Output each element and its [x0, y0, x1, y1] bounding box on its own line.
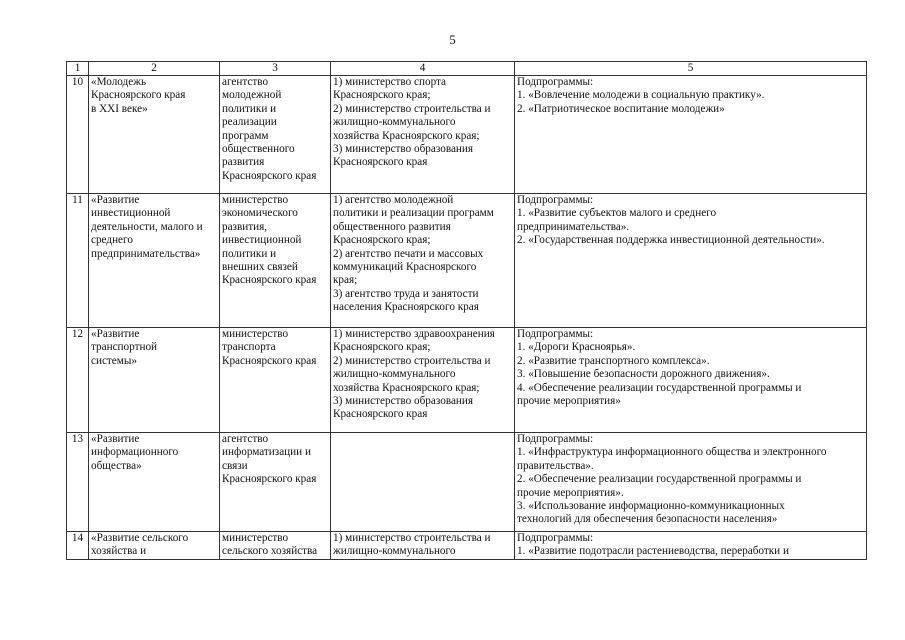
- column-header-1: 1: [67, 62, 89, 76]
- cell-text-line: 2. «Патриотическое воспитание молодежи»: [517, 102, 725, 115]
- cell-text-line: Подпрограммы:: [517, 532, 594, 544]
- cell-text-line: Красноярского края;: [333, 234, 431, 247]
- cell-text-line: развития,: [222, 220, 268, 233]
- row-number: 10: [67, 76, 89, 194]
- row-number: 11: [67, 194, 89, 328]
- cell-text-line: «Развитие: [91, 194, 140, 206]
- cell-text-line: 2. «Государственная поддержка инвестиционной деятельности».: [517, 234, 825, 247]
- cell-text-line: жилищно-коммунального: [333, 116, 456, 129]
- subprograms-cell: [515, 433, 867, 532]
- table-row: [67, 433, 867, 532]
- cell-text-line: Красноярского края: [222, 274, 317, 287]
- cell-text-line: 1. «Вовлечение молодежи в социальную практику».: [517, 89, 765, 102]
- cell-text-line: внешних связей: [222, 261, 298, 274]
- agency-cell: [220, 194, 331, 328]
- cell-text-line: Подпрограммы:: [517, 194, 594, 206]
- cell-text-line: «Молодежь: [91, 76, 147, 88]
- cell-text-line: Подпрограммы:: [517, 76, 594, 88]
- cell-text-line: коммуникаций Красноярского: [333, 261, 477, 274]
- subprograms-cell: [515, 532, 867, 560]
- cell-text-line: экономического: [222, 207, 298, 220]
- cell-text-line: жилищно-коммунального: [333, 545, 456, 558]
- cell-text-line: в XXI веке»: [91, 102, 148, 115]
- cell-text-line: технологий для обеспечения безопасности населения»: [517, 513, 778, 526]
- cell-text-line: инвестиционной: [91, 207, 171, 220]
- cell-text-line: Красноярского края: [91, 89, 186, 102]
- cell-text-line: министерство: [222, 328, 289, 340]
- cell-text-line: 2) министерство строительства и: [333, 354, 491, 367]
- cell-text-line: 1. «Инфраструктура информационного общества и электронного: [517, 446, 827, 459]
- cell-text-line: 4. «Обеспечение реализации государственной программы и: [517, 381, 802, 394]
- cell-text-line: прочие мероприятия».: [517, 486, 624, 499]
- agency-cell: [220, 433, 331, 532]
- program-cell: [89, 532, 220, 560]
- cell-text-line: информатизации и: [222, 446, 311, 459]
- cell-text-line: 2) агентство печати и массовых: [333, 247, 484, 260]
- program-cell: [89, 328, 220, 433]
- cell-text-line: хозяйства и: [91, 545, 147, 558]
- cell-text-line: 1. «Развитие субъектов малого и среднего: [517, 207, 717, 220]
- cell-text-line: общественного развития: [333, 220, 451, 233]
- cell-text-line: 1) министерство строительства и: [333, 532, 491, 544]
- cell-text-line: Красноярского края: [333, 408, 428, 421]
- column-header-4: 4: [331, 62, 515, 76]
- program-cell: [89, 194, 220, 328]
- cell-text-line: «Развитие: [91, 433, 140, 445]
- cell-text-line: Красноярского края: [222, 169, 317, 182]
- cell-text-line: информационного: [91, 446, 179, 459]
- program-cell: [89, 76, 220, 194]
- agency-cell: [220, 532, 331, 560]
- cell-text-line: развития: [222, 156, 265, 169]
- program-cell: [89, 433, 220, 532]
- cell-text-line: хозяйства Красноярского края;: [333, 381, 480, 394]
- cell-text-line: 3. «Повышение безопасности дорожного движения».: [517, 368, 770, 381]
- cell-text-line: 2. «Развитие транспортного комплекса».: [517, 354, 710, 367]
- cell-text-line: правительства».: [517, 459, 594, 472]
- cell-text-line: транспорта: [222, 341, 276, 354]
- cell-text-line: Подпрограммы:: [517, 328, 594, 340]
- cell-text-line: политики и реализации программ: [333, 207, 494, 220]
- table-row: [67, 194, 867, 328]
- cell-text-line: связи: [222, 459, 248, 472]
- cell-text-line: жилищно-коммунального: [333, 368, 456, 381]
- cell-text-line: сельского хозяйства: [222, 545, 318, 558]
- column-header-3: 3: [220, 62, 331, 76]
- table-row: [67, 76, 867, 194]
- row-number: 14: [67, 532, 89, 560]
- cell-text-line: Красноярского края: [222, 354, 317, 367]
- cell-text-line: программ: [222, 129, 269, 142]
- cell-text-line: инвестиционной: [222, 234, 302, 247]
- cell-text-line: среднего: [91, 234, 133, 247]
- cell-text-line: предпринимательства».: [517, 220, 630, 233]
- agency-cell: [220, 328, 331, 433]
- column-header-5: 5: [515, 62, 867, 76]
- cell-text-line: 3) министерство образования: [333, 395, 474, 408]
- coexecutors-cell: [331, 532, 515, 560]
- table-header-row: [67, 62, 867, 76]
- coexecutors-cell: [331, 433, 515, 532]
- subprograms-cell: [515, 328, 867, 433]
- cell-text-line: общества»: [91, 459, 142, 472]
- programs-table: [66, 61, 867, 560]
- subprograms-cell: [515, 194, 867, 328]
- cell-text-line: «Развитие: [91, 328, 140, 340]
- cell-text-line: Красноярского края;: [333, 341, 431, 354]
- cell-text-line: Подпрограммы:: [517, 433, 594, 445]
- cell-text-line: агентство: [222, 76, 269, 88]
- coexecutors-cell: [331, 328, 515, 433]
- cell-text-line: населения Красноярского края: [333, 301, 479, 314]
- page-number: 5: [449, 32, 456, 47]
- cell-text-line: системы»: [91, 354, 137, 367]
- row-number: 13: [67, 433, 89, 532]
- cell-text-line: 3) агентство труда и занятости: [333, 287, 479, 300]
- cell-text-line: 1) министерство спорта: [333, 76, 447, 88]
- coexecutors-cell: [331, 76, 515, 194]
- cell-text-line: предпринимательства»: [91, 247, 201, 260]
- cell-text-line: Красноярского края: [333, 156, 428, 169]
- cell-text-line: «Развитие сельского: [91, 532, 189, 544]
- cell-text-line: 1. «Развитие подотрасли растениеводства, переработки и: [517, 545, 789, 558]
- cell-text-line: 3. «Использование информационно-коммуникационных: [517, 500, 785, 513]
- cell-text-line: 1. «Дороги Красноярья».: [517, 341, 636, 354]
- cell-text-line: деятельности, малого и: [91, 220, 203, 233]
- cell-text-line: 3) министерство образования: [333, 143, 474, 156]
- subprograms-cell: [515, 76, 867, 194]
- cell-text-line: реализации: [222, 116, 277, 129]
- cell-text-line: 1) министерство здравоохранения: [333, 328, 495, 340]
- cell-text-line: хозяйства Красноярского края;: [333, 129, 480, 142]
- coexecutors-cell: [331, 194, 515, 328]
- cell-text-line: молодежной: [222, 89, 282, 102]
- cell-text-line: транспортной: [91, 341, 158, 354]
- table-row: [67, 328, 867, 433]
- cell-text-line: министерство: [222, 532, 289, 544]
- cell-text-line: общественного: [222, 143, 295, 156]
- column-header-2: 2: [89, 62, 220, 76]
- table-row: [67, 532, 867, 560]
- cell-text-line: агентство: [222, 433, 269, 445]
- cell-text-line: 2) министерство строительства и: [333, 102, 491, 115]
- cell-text-line: края;: [333, 274, 358, 287]
- cell-text-line: политики и: [222, 247, 277, 260]
- cell-text-line: 1) агентство молодежной: [333, 194, 454, 206]
- cell-text-line: Красноярского края: [222, 473, 317, 486]
- cell-text-line: министерство: [222, 194, 289, 206]
- cell-text-line: Красноярского края;: [333, 89, 431, 102]
- cell-text-line: 2. «Обеспечение реализации государственной программы и: [517, 473, 802, 486]
- agency-cell: [220, 76, 331, 194]
- row-number: 12: [67, 328, 89, 433]
- cell-text-line: прочие мероприятия»: [517, 395, 621, 408]
- cell-text-line: политики и: [222, 102, 277, 115]
